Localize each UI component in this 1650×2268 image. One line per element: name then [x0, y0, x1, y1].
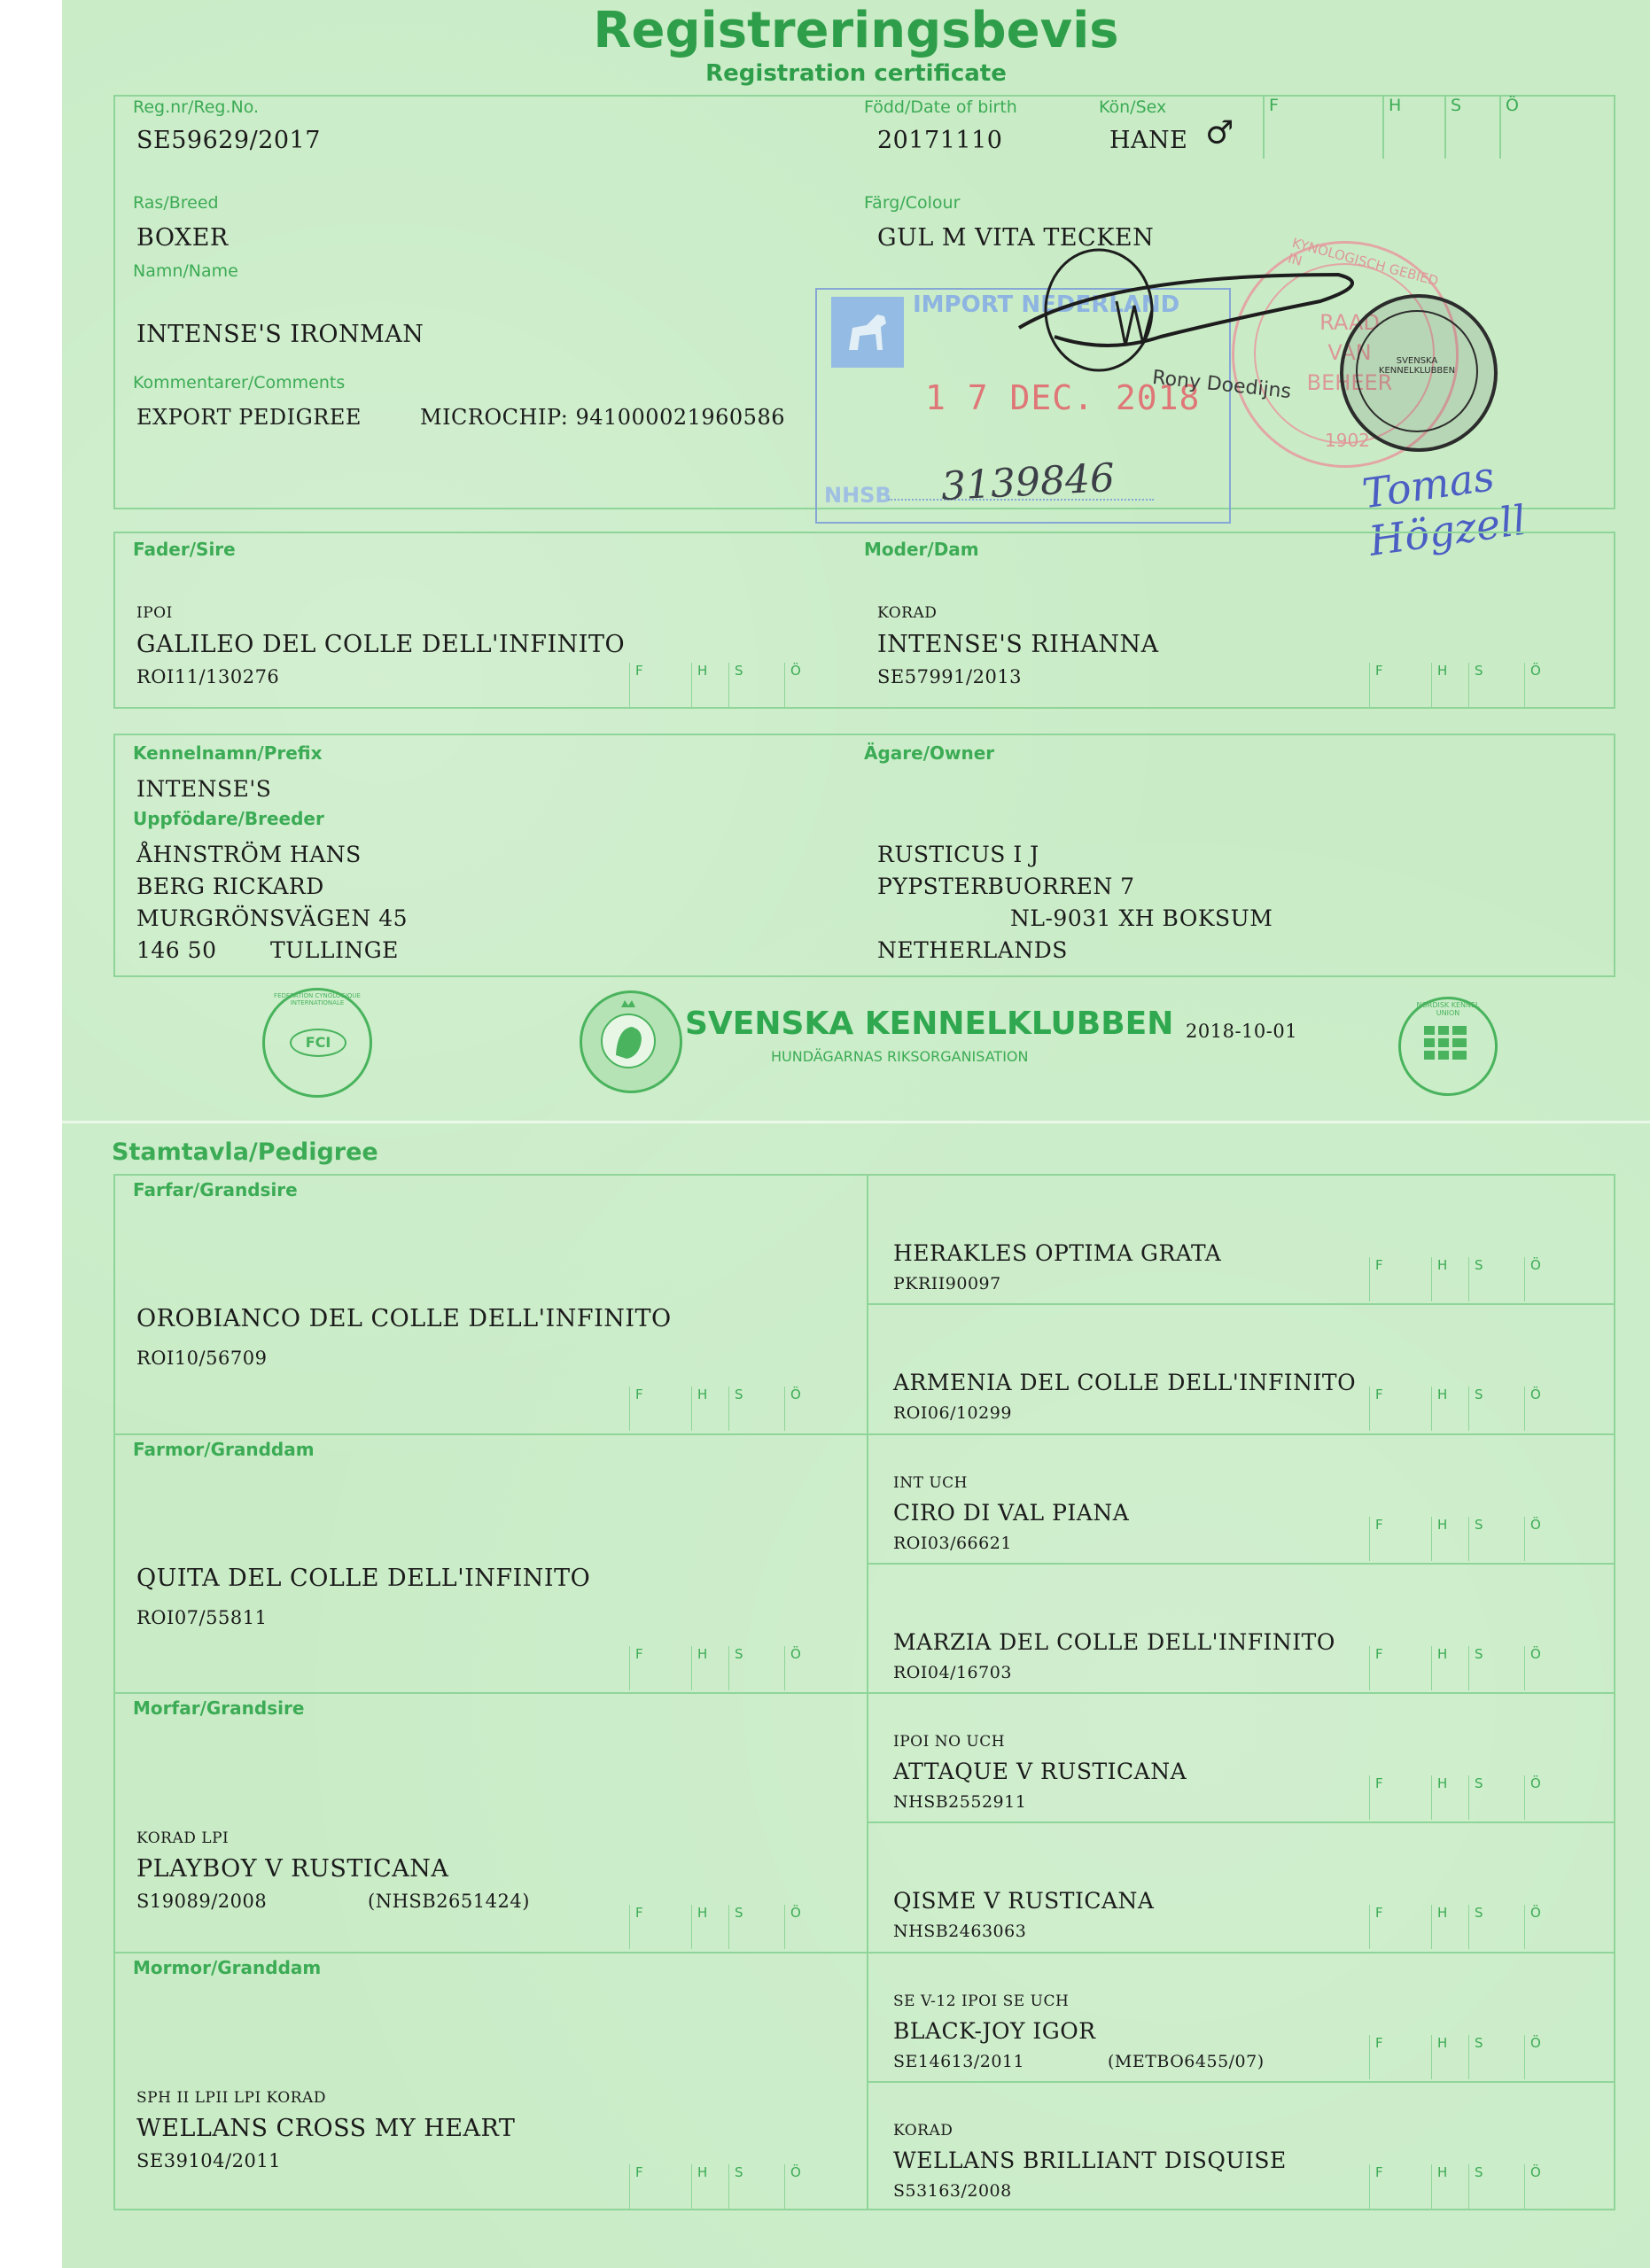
- fhso-f: F: [629, 2164, 643, 2209]
- owner-line-2: PYPSTERBUORREN 7: [877, 874, 1135, 899]
- breeder-label: Uppfödare/Breeder: [133, 808, 324, 829]
- great-grandparent-extra-reg: (METBO6455/07): [1108, 2051, 1265, 2071]
- fhso-f-label: F: [1269, 96, 1279, 115]
- breeder-city: TULLINGE: [270, 937, 399, 963]
- nordic-kennel-union-logo: [1398, 997, 1498, 1096]
- sex-label: Kön/Sex: [1099, 97, 1167, 117]
- fhso-f: F: [1369, 1775, 1383, 1820]
- regno-value: SE59629/2017: [136, 127, 321, 154]
- document-subtitle: Registration certificate: [705, 60, 1007, 87]
- comment-microchip: MICROCHIP: 941000021960586: [420, 405, 785, 430]
- sire-fhso: [629, 663, 806, 707]
- skk-seal-text: SVENSKA KENNELKLUBBEN: [1378, 356, 1456, 376]
- comment-export: EXPORT PEDIGREE: [136, 405, 362, 430]
- skk-seal-inner: [1356, 310, 1478, 432]
- great-grandparent-title: SE V-12 IPOI SE UCH: [893, 1992, 1070, 2010]
- great-grandparent-reg: NHSB2463063: [893, 1922, 1027, 1942]
- fhso-o: Ö: [1524, 663, 1541, 707]
- fhso-f: F: [1369, 1517, 1383, 1561]
- fhso-s: S: [728, 2164, 743, 2209]
- fhso-h: H: [691, 1646, 707, 1690]
- fci-logo: [262, 988, 372, 1098]
- fhso-h: H: [1431, 1646, 1447, 1690]
- sire-reg: ROI11/130276: [136, 666, 280, 687]
- fhso-f: F: [629, 1386, 643, 1431]
- great-grandparent-name: QISME V RUSTICANA: [893, 1888, 1155, 1915]
- great-grandparent-name: CIRO DI VAL PIANA: [893, 1499, 1130, 1526]
- dog-name-value: INTENSE'S IRONMAN: [136, 321, 424, 348]
- grandparent-name: OROBIANCO DEL COLLE DELL'INFINITO: [136, 1305, 672, 1332]
- kennel-value: INTENSE'S: [136, 776, 272, 802]
- owner-line-1: RUSTICUS I J: [877, 842, 1039, 867]
- fhso-s: S: [1468, 1386, 1483, 1431]
- dam-name: INTENSE'S RIHANNA: [877, 631, 1159, 658]
- grandparent-reg: SE39104/2011: [136, 2149, 282, 2171]
- certificate-sheet: [62, 0, 1650, 2268]
- fhso-o: Ö: [784, 1386, 801, 1431]
- great-grandparent-title: INT UCH: [893, 1473, 968, 1492]
- sire-name: GALILEO DEL COLLE DELL'INFINITO: [136, 631, 626, 658]
- fci-logo-text: FCI: [290, 1029, 346, 1057]
- fhso-h: H: [1431, 2164, 1447, 2209]
- fhso-o: Ö: [784, 1905, 801, 1949]
- fhso-o: Ö: [1524, 2164, 1541, 2209]
- grandparent-fhso: [629, 2164, 806, 2209]
- dob-label: Född/Date of birth: [864, 97, 1017, 117]
- fhso-s: S: [1468, 1517, 1483, 1561]
- fhso-h: H: [1431, 1386, 1447, 1431]
- fhso-o: Ö: [1524, 1646, 1541, 1690]
- sex-value: HANE: [1109, 127, 1188, 154]
- owner-line-4: NETHERLANDS: [877, 937, 1068, 963]
- fhso-o: Ö: [1524, 2035, 1541, 2079]
- fhso-s: S: [728, 1646, 743, 1690]
- seal-top-text: KYNOLOGISCH GEBIED IN: [1286, 235, 1441, 290]
- fhso-f: F: [1369, 2164, 1383, 2209]
- sire-title: IPOI: [136, 604, 173, 622]
- great-grandparent-name: ARMENIA DEL COLLE DELL'INFINITO: [893, 1370, 1357, 1396]
- grandparent-title: KORAD LPI: [136, 1829, 230, 1847]
- great-grandparent-fhso: [1369, 1517, 1546, 1561]
- sex-divider: [1263, 95, 1265, 159]
- fhso-h-label: H: [1389, 96, 1402, 115]
- pedigree-subrow-divider: [867, 2081, 1615, 2083]
- fhso-s-label: S: [1451, 96, 1462, 115]
- fhso-h: H: [1431, 1905, 1447, 1949]
- breeder-zip: 146 50: [136, 937, 217, 963]
- fhso-h: H: [1431, 2035, 1447, 2079]
- fhso-h: H: [691, 1386, 707, 1431]
- fhso-s: S: [728, 1386, 743, 1431]
- import-stamp-date: 1 7 DEC. 2018: [925, 378, 1201, 417]
- grandparent-title: SPH II LPII LPI KORAD: [136, 2088, 326, 2107]
- grandparent-reg: S19089/2008: [136, 1891, 268, 1912]
- fhso-f: F: [1369, 1646, 1383, 1690]
- great-grandparent-reg: NHSB2552911: [893, 1792, 1027, 1812]
- fhso-f: F: [1369, 1257, 1383, 1301]
- fhso-o: Ö: [784, 1646, 801, 1690]
- grandparent-label: Farmor/Granddam: [133, 1438, 315, 1460]
- fhso-o: Ö: [1524, 1257, 1541, 1301]
- blue-signature: Tomas Högzell: [1359, 452, 1529, 565]
- breeder-line-1: ÅHNSTRÖM HANS: [136, 842, 362, 867]
- f-divider: [1382, 95, 1384, 159]
- pedigree-subrow-divider: [867, 1563, 1615, 1565]
- pedigree-subrow-divider: [867, 1303, 1615, 1305]
- colour-label: Färg/Colour: [864, 193, 961, 213]
- fhso-f: F: [1369, 2035, 1383, 2079]
- fhso-s: S: [1468, 1257, 1483, 1301]
- sire-label: Fader/Sire: [133, 539, 236, 560]
- comments-label: Kommentarer/Comments: [133, 373, 346, 392]
- great-grandparent-reg: SE14613/2011: [893, 2051, 1025, 2071]
- dam-fhso: [1369, 663, 1546, 707]
- fhso-h: H: [1431, 1517, 1447, 1561]
- document-title: Registreringsbevis: [593, 2, 1119, 59]
- regno-label: Reg.nr/Reg.No.: [133, 97, 260, 117]
- grandparent-reg: ROI07/55811: [136, 1606, 268, 1628]
- great-grandparent-reg: PKRII90097: [893, 1274, 1001, 1293]
- dog-silhouette-icon: [831, 297, 904, 368]
- name-label: Namn/Name: [133, 261, 238, 281]
- fhso-o: Ö: [784, 663, 801, 707]
- great-grandparent-fhso: [1369, 1386, 1546, 1431]
- great-grandparent-fhso: [1369, 1905, 1546, 1949]
- grandparent-fhso: [629, 1646, 806, 1690]
- breeder-line-2: BERG RICKARD: [136, 874, 324, 899]
- great-grandparent-name: MARZIA DEL COLLE DELL'INFINITO: [893, 1628, 1335, 1655]
- male-symbol-icon: ♂: [1205, 115, 1234, 151]
- kennel-label: Kennelnamn/Prefix: [133, 742, 323, 764]
- fhso-s: S: [1468, 663, 1483, 707]
- fhso-h: H: [691, 2164, 707, 2209]
- great-grandparent-reg: ROI04/16703: [893, 1662, 1012, 1682]
- pedigree-row-divider: [113, 1692, 1615, 1694]
- great-grandparent-fhso: [1369, 1646, 1546, 1690]
- fhso-f: F: [1369, 663, 1383, 707]
- fhso-h: H: [1431, 1775, 1447, 1820]
- great-grandparent-name: WELLANS BRILLIANT DISQUISE: [893, 2147, 1287, 2173]
- great-grandparent-reg: ROI06/10299: [893, 1403, 1012, 1424]
- fhso-s: S: [1468, 2164, 1483, 2209]
- skk-seal: [1340, 294, 1498, 452]
- nhsb-handwritten-number: 3139846: [939, 454, 1117, 510]
- fhso-s: S: [728, 663, 743, 707]
- breed-value: BOXER: [136, 224, 229, 252]
- grandparent-label: Farfar/Grandsire: [133, 1179, 298, 1200]
- fhso-h: H: [1431, 663, 1447, 707]
- signer-name: Rony Doedijns: [1151, 366, 1293, 404]
- seal-middle-text: RAAD VAN BEHEER: [1306, 310, 1393, 395]
- pedigree-label: Stamtavla/Pedigree: [112, 1138, 378, 1166]
- paper-fold: [62, 1121, 1650, 1123]
- fhso-o-label: Ö: [1506, 96, 1519, 115]
- fhso-f: F: [629, 1646, 643, 1690]
- fhso-o: Ö: [1524, 1386, 1541, 1431]
- grandparent-name: QUITA DEL COLLE DELL'INFINITO: [136, 1564, 591, 1592]
- fhso-s: S: [728, 1905, 743, 1949]
- owner-label: Ägare/Owner: [864, 742, 995, 764]
- fhso-f: F: [1369, 1905, 1383, 1949]
- fhso-f: F: [1369, 1386, 1383, 1431]
- owner-line-3: NL-9031 XH BOKSUM: [1010, 905, 1273, 931]
- pedigree-row-divider: [113, 1952, 1615, 1953]
- dob-value: 20171110: [877, 127, 1003, 154]
- fhso-s: S: [1468, 1775, 1483, 1820]
- fhso-f: F: [629, 663, 643, 707]
- seal-year: 1902: [1325, 430, 1370, 451]
- fhso-o: Ö: [1524, 1905, 1541, 1949]
- great-grandparent-reg: S53163/2008: [893, 2180, 1012, 2201]
- nhsb-stamp-label: NHSB: [824, 483, 891, 508]
- great-grandparent-name: HERAKLES OPTIMA GRATA: [893, 1240, 1222, 1266]
- great-grandparent-reg: ROI03/66621: [893, 1533, 1012, 1553]
- great-grandparent-name: ATTAQUE V RUSTICANA: [893, 1759, 1187, 1784]
- skk-subtitle: HUNDÄGARNAS RIKSORGANISATION: [771, 1048, 1029, 1065]
- fhso-h: H: [691, 1905, 707, 1949]
- nordic-ring-text: NORDISK KENNEL UNION: [1416, 1001, 1480, 1017]
- pedigree-row-divider: [113, 1433, 1615, 1435]
- grandparent-reg: ROI10/56709: [136, 1348, 268, 1369]
- issue-date: 2018-10-01: [1186, 1021, 1298, 1042]
- fhso-f: F: [629, 1905, 643, 1949]
- great-grandparent-title: IPOI NO UCH: [893, 1733, 1006, 1751]
- breeder-line-3: MURGRÖNSVÄGEN 45: [136, 905, 409, 931]
- grandparent-label: Morfar/Grandsire: [133, 1697, 305, 1719]
- skk-dog-head-icon: [582, 993, 674, 1085]
- fhso-h: H: [1431, 1257, 1447, 1301]
- grandparent-fhso: [629, 1386, 806, 1431]
- skk-logo: [580, 990, 682, 1093]
- fhso-s: S: [1468, 1646, 1483, 1690]
- grandparent-extra-reg: (NHSB2651424): [368, 1891, 530, 1912]
- fhso-s: S: [1468, 2035, 1483, 2079]
- h-divider: [1444, 95, 1446, 159]
- s-divider: [1499, 95, 1501, 159]
- fhso-s: S: [1468, 1905, 1483, 1949]
- great-grandparent-fhso: [1369, 2035, 1546, 2079]
- grandparent-name: WELLANS CROSS MY HEART: [136, 2114, 516, 2142]
- fci-ring-text: FEDERATION CYNOLOGIQUE INTERNATIONALE: [274, 992, 361, 1006]
- great-grandparent-fhso: [1369, 2164, 1546, 2209]
- fhso-o: Ö: [784, 2164, 801, 2209]
- great-grandparent-fhso: [1369, 1775, 1546, 1820]
- great-grandparent-name: BLACK-JOY IGOR: [893, 2017, 1096, 2044]
- fhso-o: Ö: [1524, 1517, 1541, 1561]
- dam-label: Moder/Dam: [864, 539, 979, 560]
- dam-title: KORAD: [877, 604, 938, 622]
- grandparent-label: Mormor/Granddam: [133, 1956, 322, 1978]
- fhso-h: H: [691, 663, 707, 707]
- grandparent-name: PLAYBOY V RUSTICANA: [136, 1855, 449, 1883]
- pedigree-subrow-divider: [867, 1821, 1615, 1823]
- great-grandparent-title: KORAD: [893, 2121, 953, 2140]
- fhso-o: Ö: [1524, 1775, 1541, 1820]
- import-stamp-text: IMPORT NEDERLAND: [913, 291, 1180, 318]
- dam-reg: SE57991/2013: [877, 666, 1023, 687]
- breed-label: Ras/Breed: [133, 193, 219, 213]
- skk-name: SVENSKA KENNELKLUBBEN: [685, 1006, 1174, 1042]
- grandparent-fhso: [629, 1905, 806, 1949]
- colour-value: GUL M VITA TECKEN: [877, 224, 1155, 252]
- great-grandparent-fhso: [1369, 1257, 1546, 1301]
